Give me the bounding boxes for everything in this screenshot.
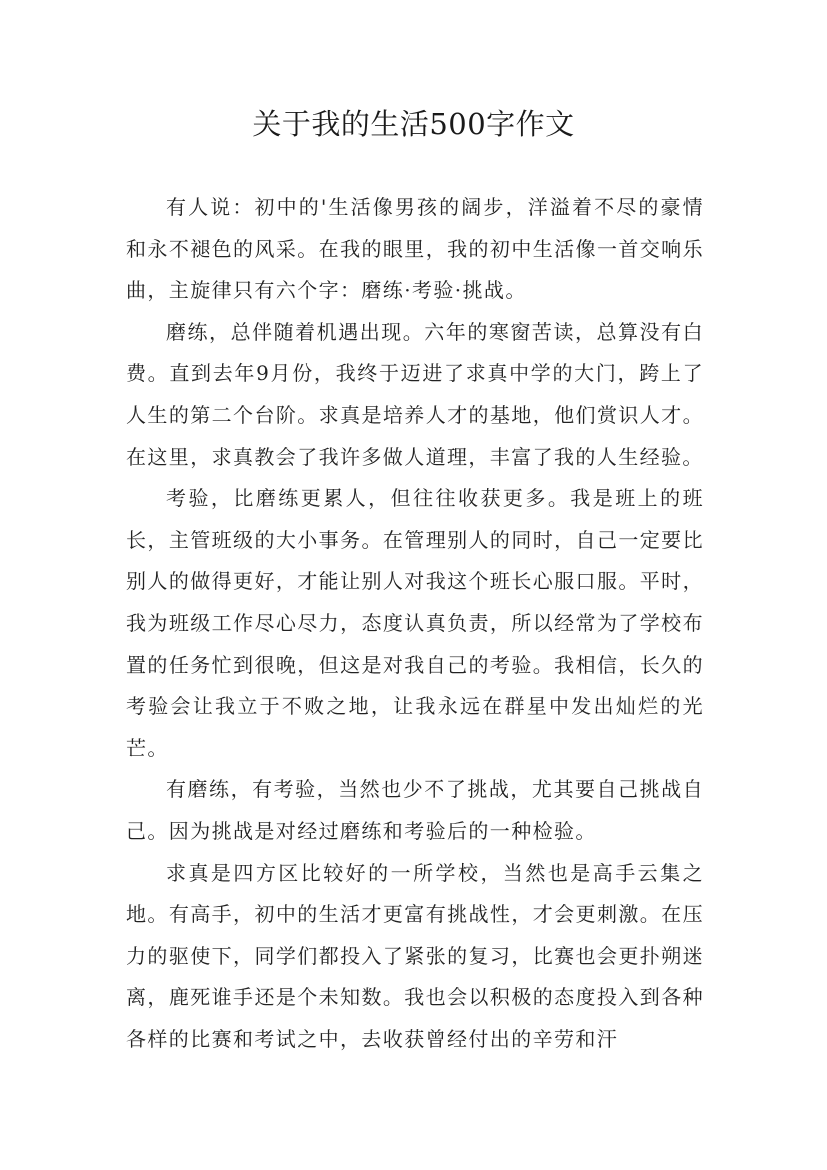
paragraph-2: 磨练，总伴随着机遇出现。六年的寒窗苦读，总算没有白费。直到去年9月份，我终于迈进了求真中学的大门，跨上了人生的第二个台阶。求真是培养人才的基地，他们赏识人才。在这里，求真教会了我许多做人道理，丰富了我的人生经验。: [126, 319, 704, 469]
paragraph-1: 有人说：初中的'生活像男孩的阔步，洋溢着不尽的豪情和永不褪色的风采。在我的眼里，我的初中生活像一首交响乐曲，主旋律只有六个字：磨练·考验·挑战。: [126, 195, 704, 303]
document-title: 关于我的生活500字作文: [252, 107, 575, 141]
paragraph-4: 有磨练，有考验，当然也少不了挑战，尤其要自己挑战自己。因为挑战是对经过磨练和考验后的一种检验。: [126, 777, 704, 843]
document-body: [126, 187, 704, 1060]
paragraph-5: 求真是四方区比较好的一所学校，当然也是高手云集之地。有高手，初中的生活才更富有挑战性，才会更刺激。在压力的驱使下，同学们都投入了紧张的复习，比赛也会更扑朔迷离，鹿死谁手还是个未知数。我也会以积极的态度投入到各种各样的比赛和考试之中，去收获曾经付出的辛劳和汗: [126, 860, 704, 1051]
paragraph-3: 考验，比磨练更累人，但往往收获更多。我是班上的班长，主管班级的大小事务。在管理别人的同时，自己一定要比别人的做得更好，才能让别人对我这个班长心服口服。平时，我为班级工作尽心尽力，态度认真负责，所以经常为了学校布置的任务忙到很晚，但这是对我自己的考验。我相信，长久的考验会让我立于不败之地，让我永远在群星中发出灿烂的光芒。: [126, 486, 704, 760]
